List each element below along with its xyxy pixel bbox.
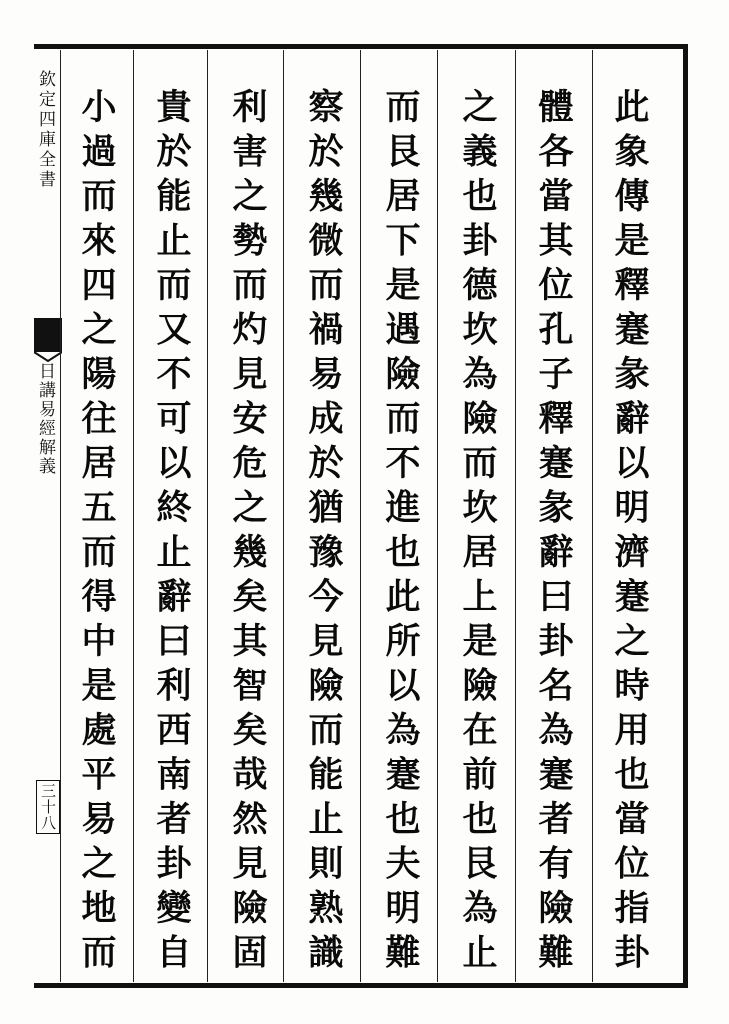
column-rule xyxy=(207,50,208,982)
text-column-2: 體各當其位孔子釋蹇彖辭曰卦名為蹇者有險難 xyxy=(533,88,574,978)
text-column-7: 貴於能止而又不可以終止辭曰利西南者卦變自 xyxy=(151,88,192,978)
text-column-3: 之義也卦德坎為險而坎居上是險在前也艮為止 xyxy=(457,88,498,978)
text-column-5: 察於幾微而禍易成於猶豫今見險而能止則熟識 xyxy=(303,88,344,978)
column-rule xyxy=(60,50,61,982)
column-rule xyxy=(360,50,361,982)
book-title: 日講易經解義 xyxy=(35,362,55,476)
fish-tail-icon xyxy=(34,352,62,362)
fish-tail-mark xyxy=(34,318,62,352)
text-column-8: 小過而來四之陽往居五而得中是處平易之地而 xyxy=(76,88,117,978)
column-rule xyxy=(437,50,438,982)
column-rule xyxy=(283,50,284,982)
folio-number: 三十八 xyxy=(36,780,60,834)
text-column-1: 此象傳是釋蹇彖辭以明濟蹇之時用也當位指卦 xyxy=(609,88,650,978)
text-column-4: 而艮居下是遇險而不進也此所以為蹇也夫明難 xyxy=(380,88,421,978)
text-column-6: 利害之勢而灼見安危之幾矣其智矣哉然見險固 xyxy=(227,88,268,978)
column-rule xyxy=(592,50,593,982)
column-rule xyxy=(515,50,516,982)
column-rule xyxy=(133,50,134,982)
edition-mark: 欽定四庫全書 xyxy=(35,70,55,190)
